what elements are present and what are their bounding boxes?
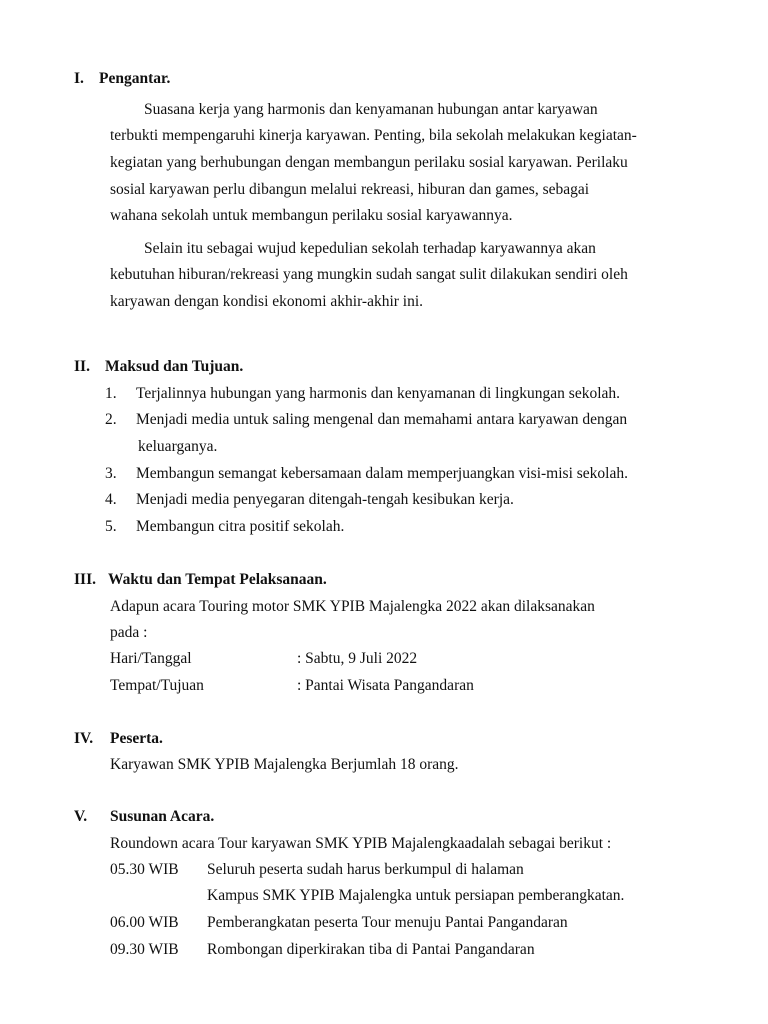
paragraph-line: sosial karyawan perlu dibangun melalui rekreasi, hiburan dan games, sebagai (110, 181, 590, 198)
paragraph-line: karyawan dengan kondisi ekonomi akhir-akhir ini. (110, 293, 424, 310)
schedule-activity: Rombongan diperkirakan tiba di Pantai Pangandaran (207, 941, 535, 958)
list-item-number: 5. (105, 518, 117, 535)
list-item-text: Menjadi media untuk saling mengenal dan memahami antara karyawan dengan (136, 411, 628, 428)
paragraph-line: Suasana kerja yang harmonis dan kenyamanan hubungan antar karyawan (144, 101, 598, 118)
schedule-activity: Seluruh peserta sudah harus berkumpul di halaman (207, 861, 524, 878)
paragraph-line: pada : (110, 624, 148, 641)
list-item-text: keluarganya. (138, 438, 218, 455)
section-4-title: Peserta. (110, 730, 163, 747)
section-3-title: Waktu dan Tempat Pelaksanaan. (108, 571, 327, 588)
schedule-intro: Roundown acara Tour karyawan SMK YPIB Majalengkaadalah sebagai berikut : (110, 835, 612, 852)
section-3-numeral: III. (74, 571, 96, 588)
section-4-numeral: IV. (74, 730, 94, 747)
detail-value: : Sabtu, 9 Juli 2022 (297, 650, 418, 667)
schedule-activity: Pemberangkatan peserta Tour menuju Pantai Pangandaran (207, 914, 568, 931)
section-5-title: Susunan Acara. (110, 808, 215, 825)
list-item-text: Terjalinnya hubungan yang harmonis dan kenyamanan di lingkungan sekolah. (136, 385, 621, 402)
list-item-text: Menjadi media penyegaran ditengah-tengah kesibukan kerja. (136, 491, 514, 508)
section-1-numeral: I. (74, 70, 84, 87)
section-2-title: Maksud dan Tujuan. (105, 358, 244, 375)
list-item-number: 3. (105, 465, 117, 482)
paragraph-line: wahana sekolah untuk membangun perilaku sosial karyawannya. (110, 207, 513, 224)
list-item-number: 1. (105, 385, 117, 402)
list-item-number: 2. (105, 411, 117, 428)
detail-value: : Pantai Wisata Pangandaran (297, 677, 474, 694)
section-2-numeral: II. (74, 358, 90, 375)
paragraph-line: kebutuhan hiburan/rekreasi yang mungkin sudah sangat sulit dilakukan sendiri oleh (110, 266, 628, 283)
detail-label: Hari/Tanggal (110, 650, 192, 667)
list-item-number: 4. (105, 491, 117, 508)
detail-label: Tempat/Tujuan (110, 677, 204, 694)
paragraph-line: terbukti mempengaruhi kinerja karyawan. Penting, bila sekolah melakukan kegiatan- (110, 127, 637, 144)
schedule-time: 06.00 WIB (110, 914, 179, 931)
schedule-activity: Kampus SMK YPIB Majalengka untuk persiapan pemberangkatan. (207, 887, 625, 904)
paragraph-line: kegiatan yang berhubungan dengan membangun perilaku sosial karyawan. Perilaku (110, 154, 628, 171)
schedule-time: 05.30 WIB (110, 861, 179, 878)
paragraph-line: Adapun acara Touring motor SMK YPIB Majalengka 2022 akan dilaksanakan (110, 598, 595, 615)
section-1-title: Pengantar. (99, 70, 171, 87)
list-item-text: Membangun citra positif sekolah. (136, 518, 345, 535)
paragraph-line: Selain itu sebagai wujud kepedulian sekolah terhadap karyawannya akan (144, 240, 596, 257)
schedule-time: 09.30 WIB (110, 941, 179, 958)
section-5-numeral: V. (74, 808, 88, 825)
list-item-text: Membangun semangat kebersamaan dalam memperjuangkan visi-misi sekolah. (136, 465, 628, 482)
participants-text: Karyawan SMK YPIB Majalengka Berjumlah 18 orang. (110, 756, 459, 773)
